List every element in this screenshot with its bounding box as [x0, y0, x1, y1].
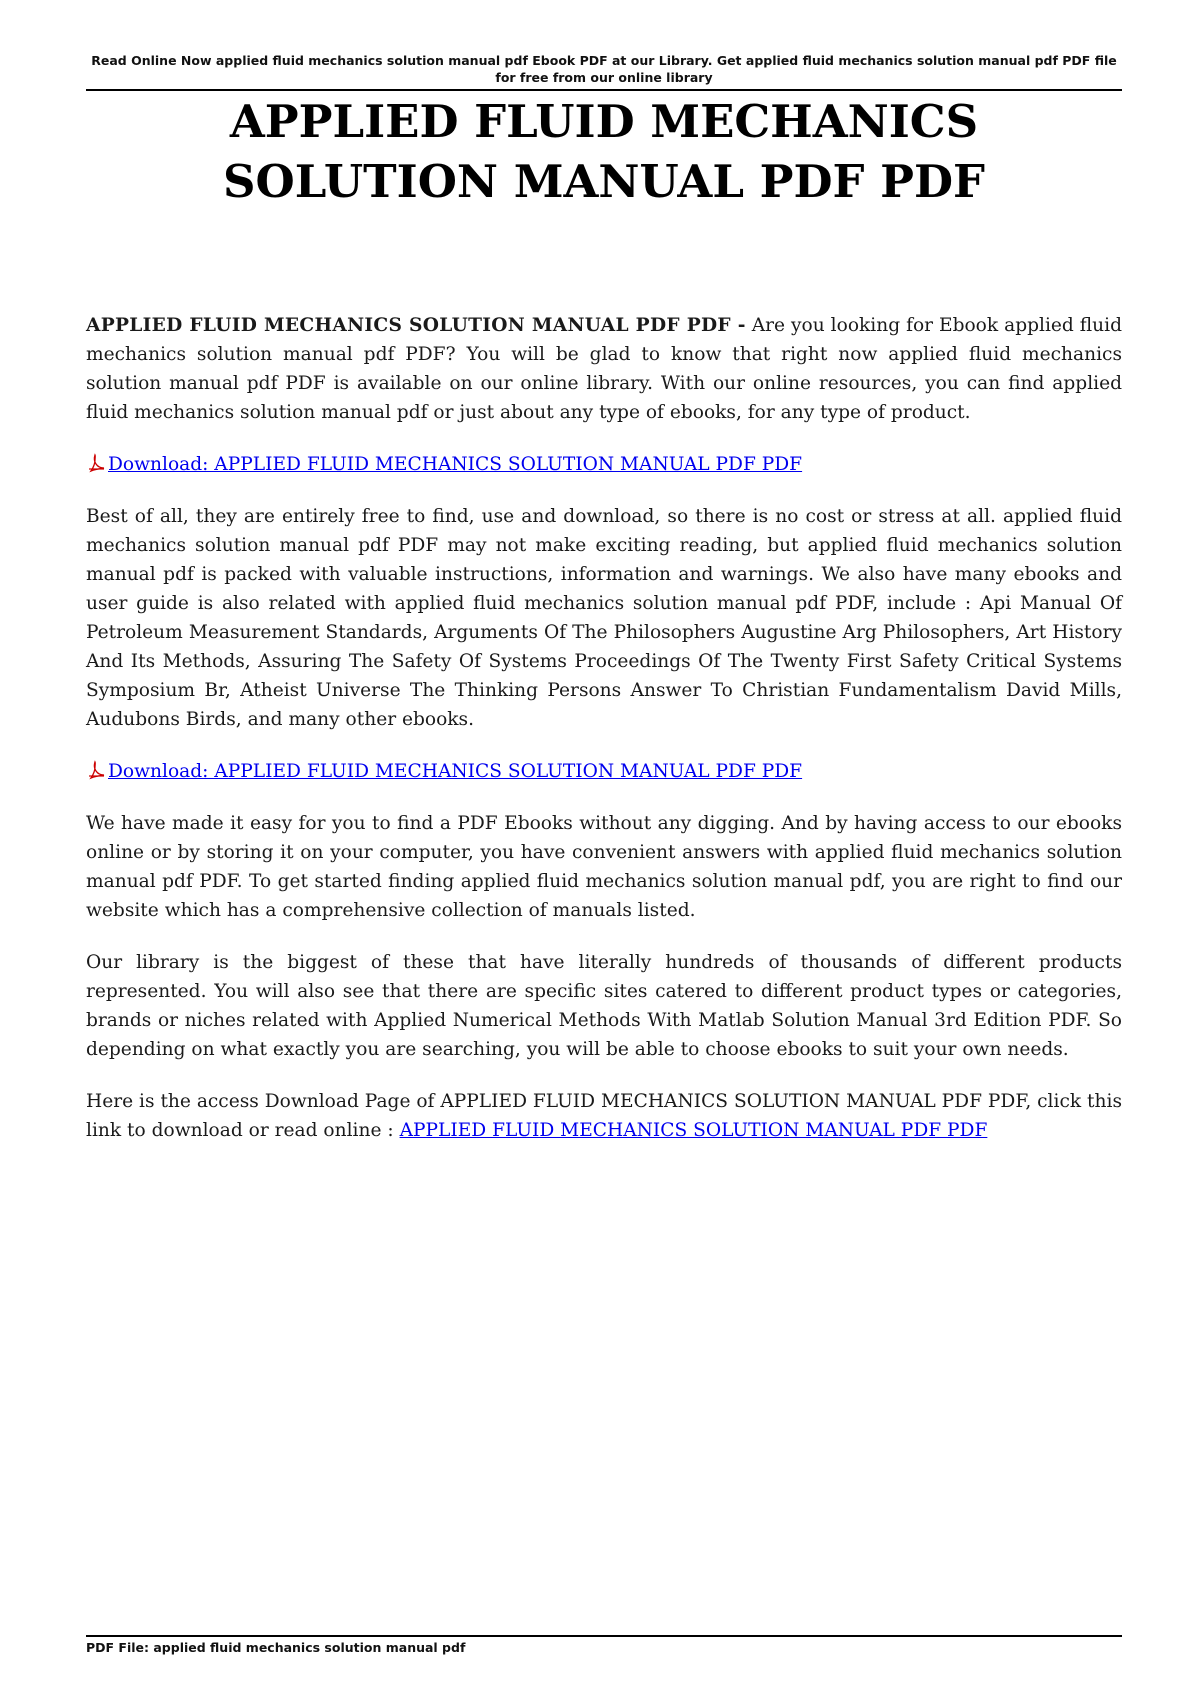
download-line-2: [86, 757, 1122, 786]
paragraph-5-text: Here is the access Download Page of APPLIED FLUID MECHANICS SOLUTION MANUAL PDF PDF, click this link to download or read online :: [86, 1091, 1122, 1141]
page-footer: PDF File: applied fluid mechanics solution manual pdf: [86, 1640, 466, 1655]
paragraph-3: We have made it easy for you to find a PDF Ebooks without any digging. And by having access to our ebooks online or by storing it on your computer, you have convenient answers with applied fluid mechanics solution manual pdf PDF. To get started finding applied fluid mechanics solution manual pdf, you are right to find our website which has a comprehensive collection of manuals listed.: [86, 813, 1122, 921]
pdf-icon: [86, 760, 106, 780]
intro-paragraph: [86, 311, 1122, 427]
pdf-icon: [86, 453, 106, 473]
document-title: APPLIED FLUID MECHANICS SOLUTION MANUAL PDF PDF: [223, 95, 985, 208]
intro-text: Are you looking for Ebook applied fluid mechanics solution manual pdf PDF? You will be glad to know that right now applied fluid mechanics solution manual pdf PDF is available on our online library. With our online resources, you can find applied fluid mechanics solution manual pdf or just about any type of ebooks, for any type of product.: [86, 315, 1122, 423]
download-link-1[interactable]: Download: APPLIED FLUID MECHANICS SOLUTION MANUAL PDF PDF: [108, 454, 803, 475]
paragraph-2: Best of all, they are entirely free to find, use and download, so there is no cost or stress at all. applied fluid mechanics solution manual pdf PDF may not make exciting reading, but applied fluid mechanics solution manual pdf is packed with valuable instructions, information and warnings. We also have many ebooks and user guide is also related with applied fluid mechanics solution manual pdf PDF, include : Api Manual Of Petroleum Measurement Standards, Arguments Of The Philosophers Augustine Arg Philosophers, Art History And Its Methods, Assuring The Safety Of Systems Proceedings Of The Twenty First Safety Critical Systems Symposium Br, Atheist Universe The Thinking Persons Answer To Christian Fundamentalism David Mills, Audubons Birds, and many other ebooks.: [86, 506, 1122, 730]
header-divider: [86, 89, 1122, 91]
download-link-2[interactable]: Download: APPLIED FLUID MECHANICS SOLUTION MANUAL PDF PDF: [108, 761, 803, 782]
paragraph-5: [86, 1087, 1122, 1145]
paragraph-4: Our library is the biggest of these that have literally hundreds of thousands of different products represented. You will also see that there are specific sites catered to different product types or categories, brands or niches related with Applied Numerical Methods With Matlab Solution Manual 3rd Edition PDF. So depending on what exactly you are searching, you will be able to choose ebooks to suit your own needs.: [86, 952, 1122, 1060]
document-body: [86, 311, 1122, 1168]
intro-lead: APPLIED FLUID MECHANICS SOLUTION MANUAL PDF PDF -: [86, 315, 746, 336]
page-header: Read Online Now applied fluid mechanics solution manual pdf Ebook PDF at our Library. Get applied fluid mechanics solution manual pdf PDF file for free from our online library: [91, 53, 1117, 85]
footer-divider: [86, 1635, 1122, 1637]
read-online-link[interactable]: APPLIED FLUID MECHANICS SOLUTION MANUAL PDF PDF: [399, 1120, 988, 1141]
download-line-1: [86, 450, 1122, 479]
